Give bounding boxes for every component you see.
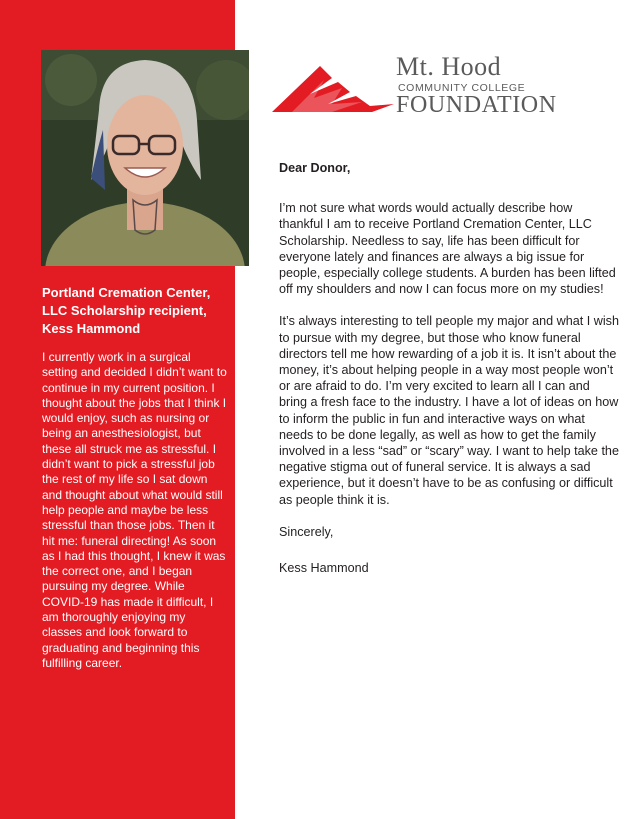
letter-greeting: Dear Donor, [279, 161, 351, 175]
letter-closing: Sincerely, [279, 524, 334, 539]
letter-signature: Kess Hammond [279, 561, 369, 576]
logo-foundation: FOUNDATION [396, 92, 557, 118]
letter-paragraph-1: I’m not sure what words would actually describe how thankful I am to receive Portland Cremation Center, LLC Scholarship. Needless to say, life has been difficult for everyone lately and finances are always a big issue for people, especially college students. A burden has been lifted off my shoulders and now I can focus more on my studies! [279, 201, 616, 297]
letter-body [279, 160, 619, 592]
foundation-logo [272, 50, 572, 120]
letter-paragraph-2: It’s always interesting to tell people my major and what I wish to pursue with my degree, but those who know funeral directors tell me how rewarding of a job it is. It isn’t about the money, it’s about helping people in a way most people won’t or are afraid to do. I’m very excited to learn all I can and bring a fresh face to the industry. I have a lot of ideas on how to inform the public in fun and interactive ways on what needs to be done legally, as well as how to get the family involved in a less “sad” or “scary” way. I want to help take the negative stigma out of funeral service. It is always a sad experience, but it doesn’t have to be as confusing or difficult as people think it is. [279, 314, 619, 507]
recipient-story: I currently work in a surgical setting and decided I didn’t want to continue in my current position. I thought about the jobs that I think I would enjoy, such as nursing or being an anesthesiologist, but these all struck me as stressful. I didn’t want to pick a stressful job the rest of my life so I sat down and thought about what would still help people and maybe be less stressful than those jobs. Then it hit me: funeral directing! As soon as I had this thought, I knew it was the correct one, and I began pursuing my degree. While COVID-19 has made it difficult, I am thoroughly enjoying my classes and look forward to graduating and beginning this fulfilling career. [42, 350, 227, 670]
recipient-photo [41, 50, 249, 266]
logo-subtitle: COMMUNITY COLLEGE [398, 82, 526, 94]
mountain-logo-icon [272, 58, 394, 112]
photo-caption: Portland Cremation Center, LLC Scholarship recipient, Kess Hammond [42, 285, 211, 336]
logo-title: Mt. Hood [396, 52, 502, 81]
